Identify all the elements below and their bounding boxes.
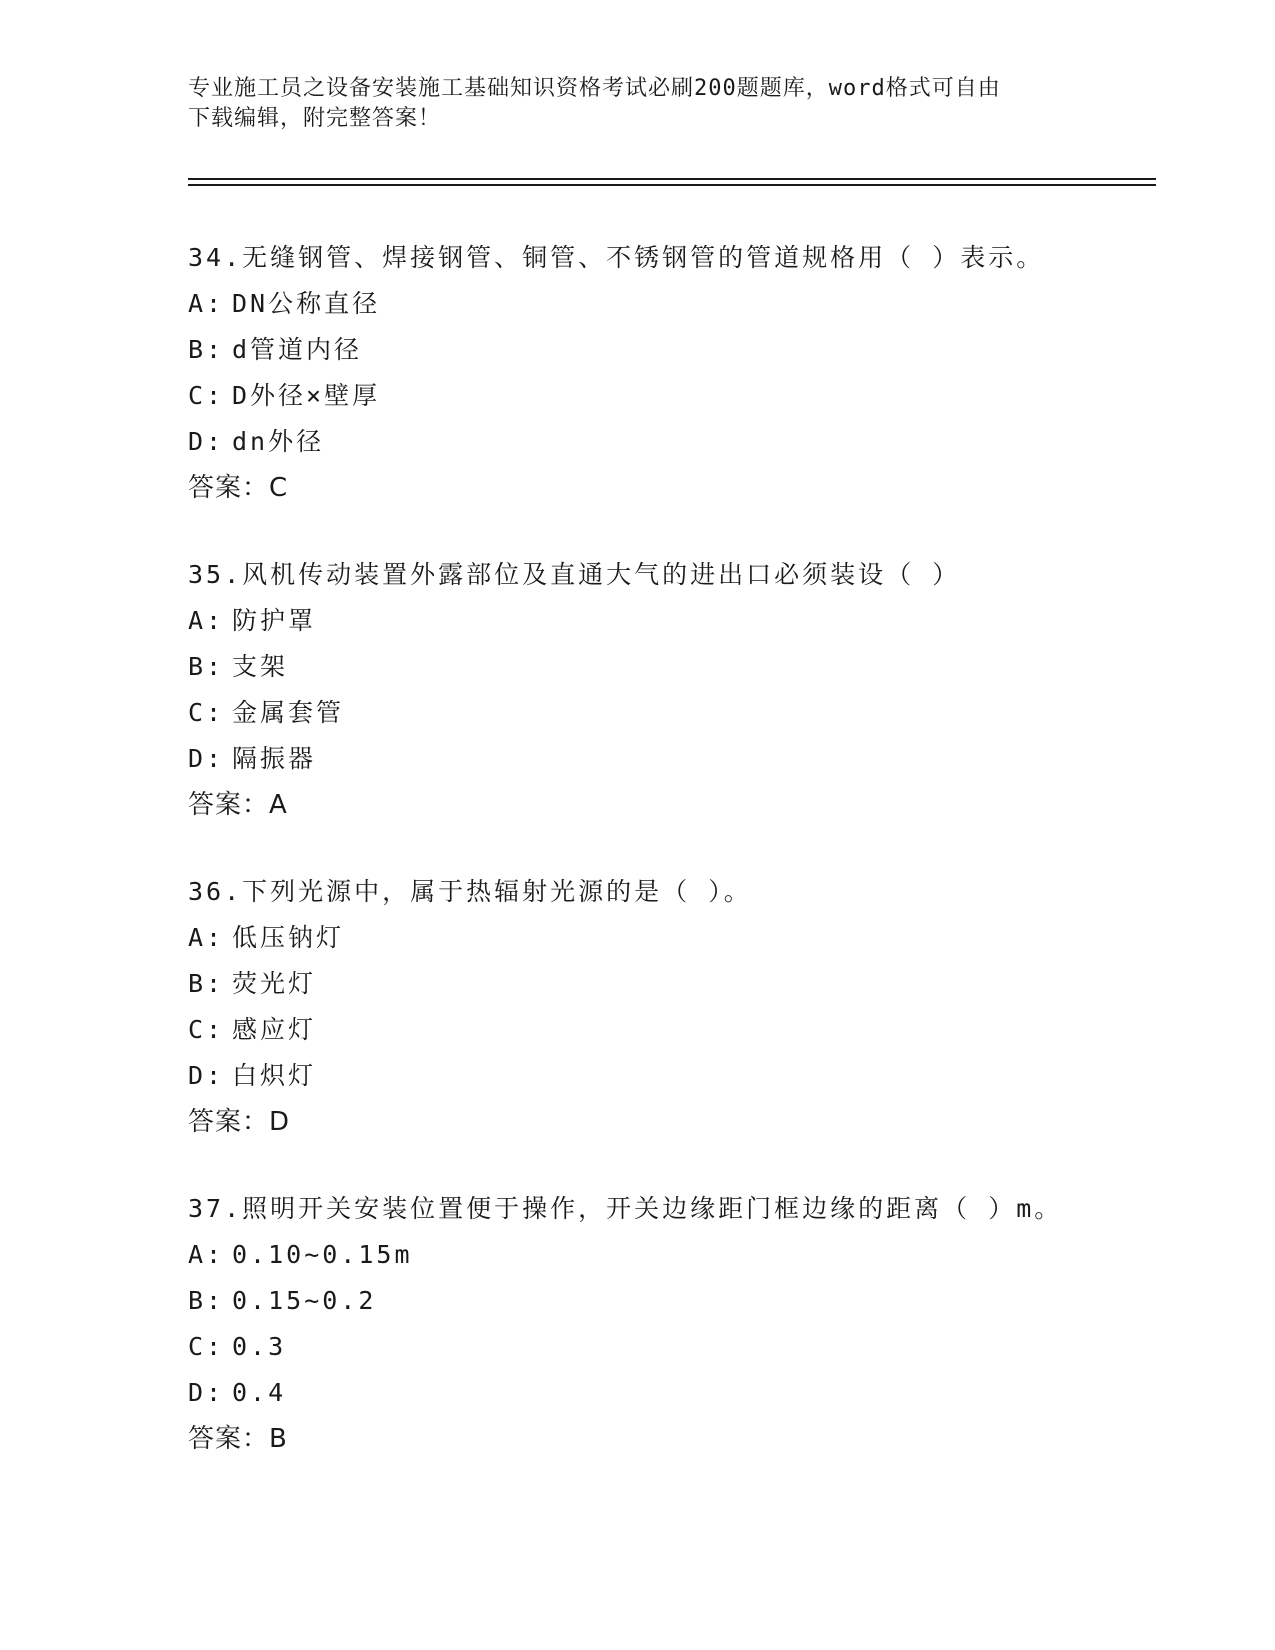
option-text: 荧光灯 <box>232 969 317 998</box>
option-a <box>188 281 1148 327</box>
option-c <box>188 1324 1148 1370</box>
header-divider-top <box>188 178 1156 180</box>
option-text: 0.4 <box>232 1378 287 1407</box>
option-text: 0.3 <box>232 1332 287 1361</box>
option-text: d管道内径 <box>232 335 363 364</box>
option-a <box>188 598 1148 644</box>
option-text: 支架 <box>232 652 289 681</box>
option-letter: D: <box>188 744 225 773</box>
question-list <box>188 235 1148 1503</box>
option-letter: A: <box>188 1240 225 1269</box>
option-d <box>188 1053 1148 1099</box>
option-letter: B: <box>188 1286 225 1315</box>
option-letter: B: <box>188 969 225 998</box>
option-c <box>188 373 1148 419</box>
option-text: 低压钠灯 <box>232 923 345 952</box>
question-37 <box>188 1186 1148 1462</box>
option-d <box>188 419 1148 465</box>
header-line-1: 专业施工员之设备安装施工基础知识资格考试必刷200题题库，word格式可自由 <box>188 76 1001 101</box>
option-c <box>188 1007 1148 1053</box>
option-letter: D: <box>188 427 225 456</box>
header-line-2: 下载编辑，附完整答案！ <box>188 106 442 131</box>
option-d <box>188 1370 1148 1416</box>
answer-line: 答案：D <box>188 1107 291 1137</box>
question-35 <box>188 552 1148 828</box>
document-header <box>188 74 1088 134</box>
option-letter: C: <box>188 1015 225 1044</box>
question-stem: 35.风机传动装置外露部位及直通大气的进出口必须装设（ ） <box>188 560 961 589</box>
option-letter: A: <box>188 606 225 635</box>
option-text: 0.10~0.15m <box>232 1240 413 1269</box>
option-letter: C: <box>188 698 225 727</box>
option-text: D外径×壁厚 <box>232 381 381 410</box>
option-letter: B: <box>188 652 225 681</box>
question-34 <box>188 235 1148 511</box>
option-letter: D: <box>188 1061 225 1090</box>
option-text: dn外径 <box>232 427 325 456</box>
option-letter: B: <box>188 335 225 364</box>
option-text: 防护罩 <box>232 606 317 635</box>
option-d <box>188 736 1148 782</box>
option-letter: D: <box>188 1378 225 1407</box>
option-a <box>188 915 1148 961</box>
question-stem: 34.无缝钢管、焊接钢管、铜管、不锈钢管的管道规格用（ ）表示。 <box>188 243 1045 272</box>
option-b <box>188 1278 1148 1324</box>
answer-line: 答案：C <box>188 473 289 503</box>
option-text: 隔振器 <box>232 744 317 773</box>
option-b <box>188 327 1148 373</box>
question-stem: 36.下列光源中，属于热辐射光源的是（ ）。 <box>188 877 752 906</box>
option-b <box>188 961 1148 1007</box>
header-divider-bottom <box>188 184 1156 186</box>
question-stem: 37.照明开关安装位置便于操作，开关边缘距门框边缘的距离（ ）m。 <box>188 1194 1063 1223</box>
option-text: 0.15~0.2 <box>232 1286 377 1315</box>
answer-line: 答案：B <box>188 1424 288 1454</box>
option-text: DN公称直径 <box>232 289 381 318</box>
option-letter: A: <box>188 289 225 318</box>
option-text: 金属套管 <box>232 698 345 727</box>
option-b <box>188 644 1148 690</box>
option-letter: C: <box>188 1332 225 1361</box>
option-text: 感应灯 <box>232 1015 317 1044</box>
option-c <box>188 690 1148 736</box>
option-letter: C: <box>188 381 225 410</box>
option-a <box>188 1232 1148 1278</box>
option-text: 白炽灯 <box>232 1061 317 1090</box>
answer-line: 答案：A <box>188 790 288 820</box>
question-36 <box>188 869 1148 1145</box>
option-letter: A: <box>188 923 225 952</box>
